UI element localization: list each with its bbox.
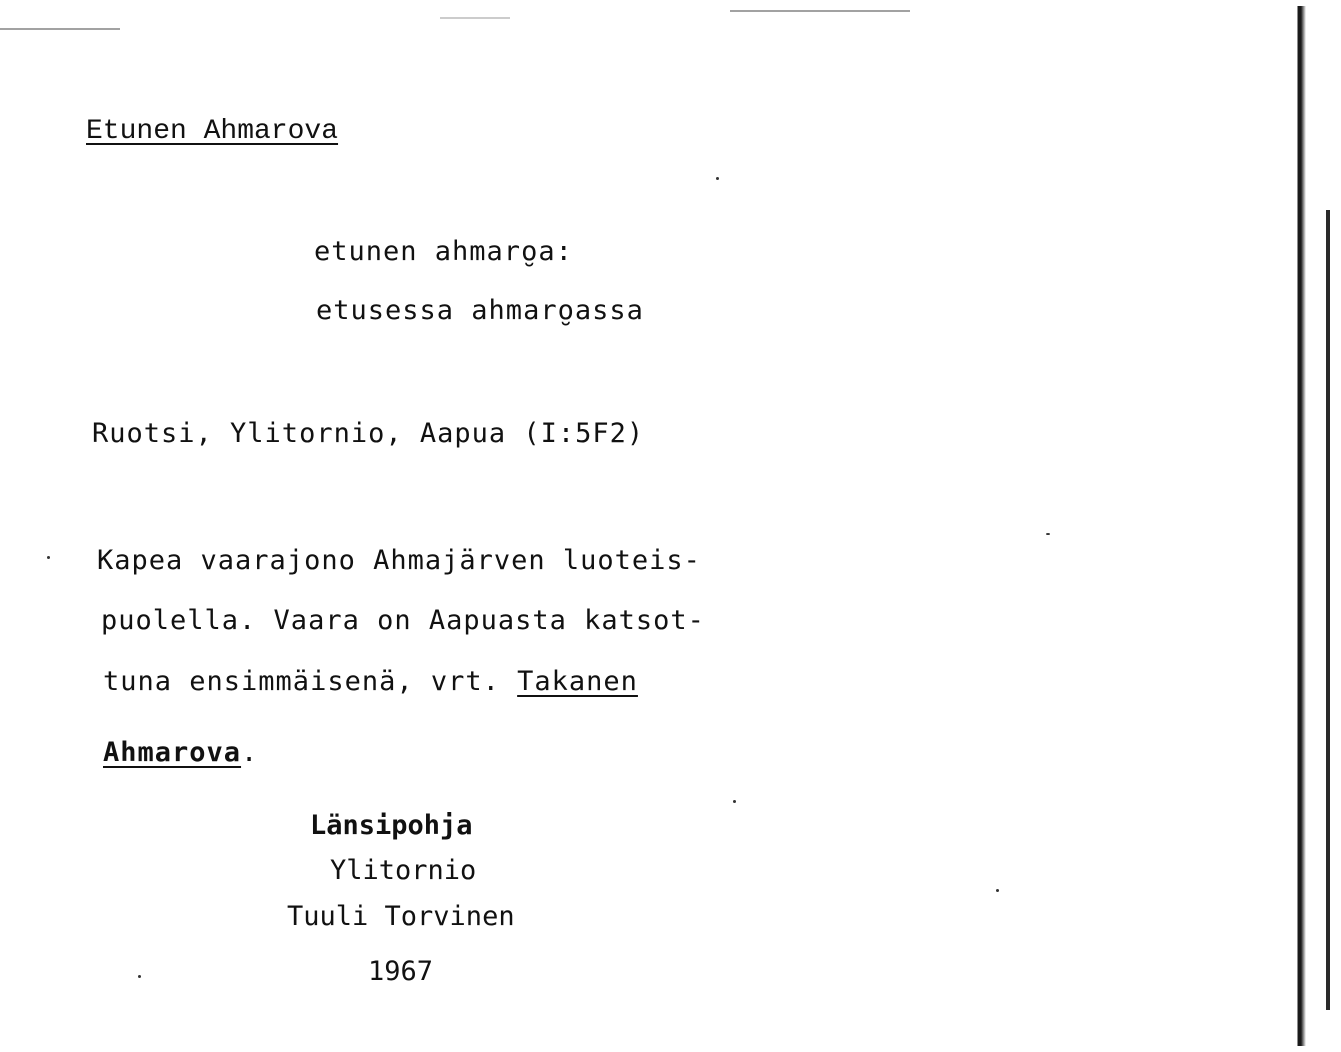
description-line-3 — [103, 668, 638, 695]
scan-artifact-top-right — [730, 10, 910, 12]
card-title: Etunen Ahmarova — [86, 116, 339, 147]
card-edge-line-outer — [1326, 210, 1330, 1010]
speck — [1046, 533, 1050, 535]
speck — [716, 177, 719, 180]
description-line-3-text: tuna ensimmäisenä, vrt. — [103, 666, 518, 697]
location-line: Ruotsi, Ylitornio, Aapua (I:5F2) — [92, 418, 645, 449]
speck — [996, 889, 999, 892]
cross-reference-takanen: Takanen — [517, 666, 638, 697]
description-line-2: puolella. Vaara on Aapuasta katsot- — [101, 605, 705, 636]
speck — [138, 975, 141, 978]
cross-reference-ahmarova: Ahmarova — [103, 737, 242, 768]
source-year: 1967 — [368, 956, 434, 987]
source-parish: Ylitornio — [330, 855, 477, 886]
description-line-4-end: . — [241, 737, 259, 768]
card-edge-line — [1297, 6, 1306, 1046]
inflected-form-inessive: etusessa ahmaro̮assa — [316, 295, 644, 326]
scan-artifact-top-center — [440, 17, 510, 19]
scan-artifact-top-left — [0, 28, 120, 30]
source-region: Länsipohja — [310, 810, 473, 841]
description-line-1: Kapea vaarajono Ahmajärven luoteis- — [97, 545, 701, 576]
speck — [733, 800, 736, 803]
description-line-4 — [103, 739, 258, 766]
speck — [47, 556, 50, 559]
source-collector: Tuuli Torvinen — [287, 901, 515, 932]
inflected-form-nominative: etunen ahmaro̮a: — [314, 236, 573, 267]
